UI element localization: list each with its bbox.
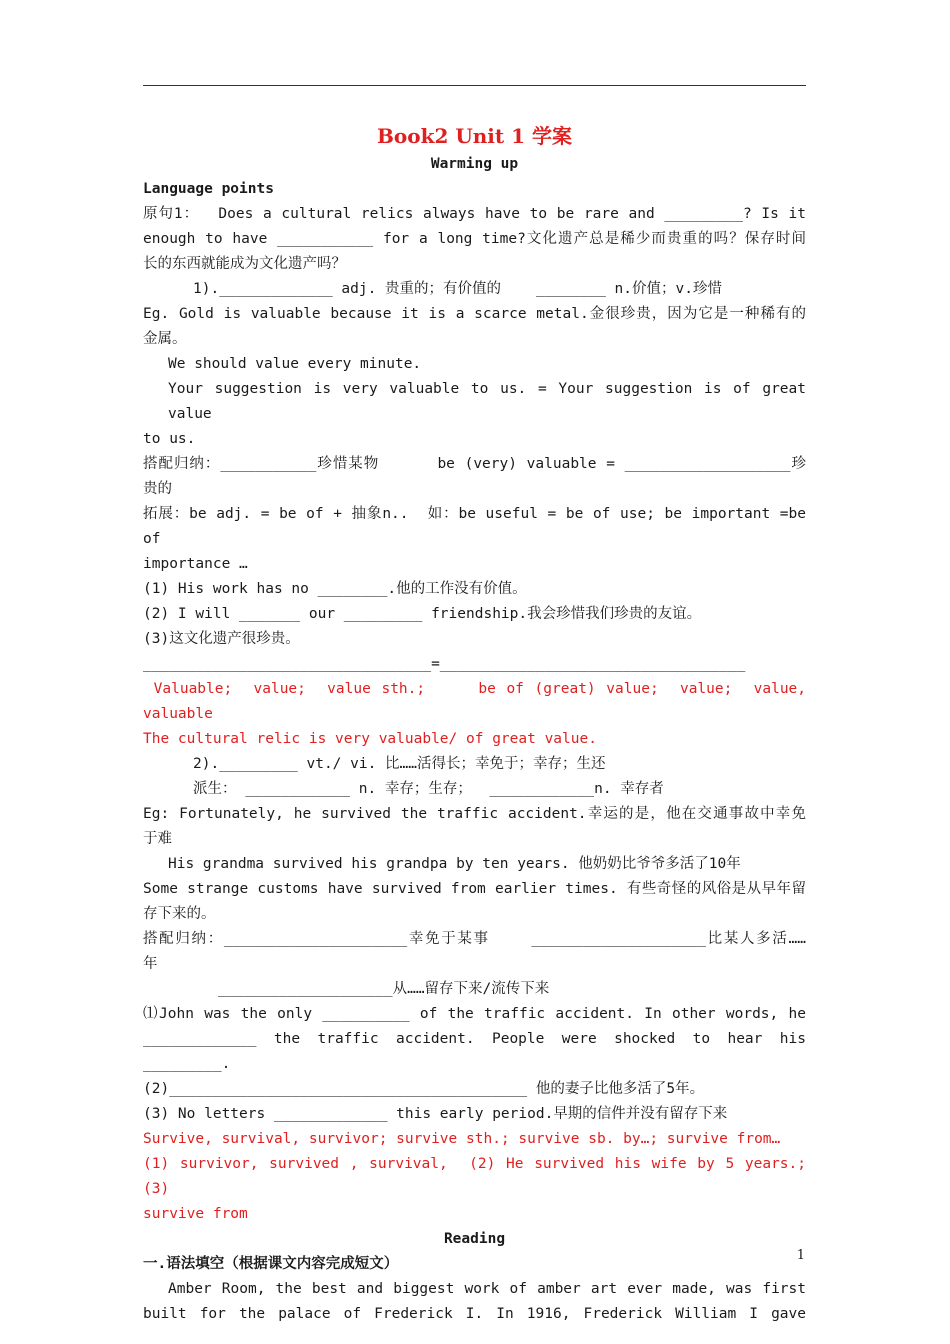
text-line: 贵的 [143,481,172,497]
page-number: 1 [796,1248,805,1263]
text-line: We should value every minute. [168,356,422,372]
text-line: 年 [143,956,158,972]
text-line: (2) I will _______ our _________ friendship.我会珍惜我们珍贵的友谊。 [143,606,702,622]
text-line: 存下来的。 [143,906,216,922]
text-line: to us. [143,431,196,447]
text-line: _________________________________=___________________________________ [143,656,746,672]
text-line: 金属。 [143,331,187,347]
text-line: (1) survivor, survived , survival, (2) He survived his wife by 5 years.; (3) [143,1156,824,1197]
language-points-heading: Language points [143,181,274,197]
text-line: Eg. Gold is valuable because it is a scarce metal.金很珍贵，因为它是一种稀有的 [143,306,806,322]
text-line: Your suggestion is very valuable to us. = Your suggestion is of great value [168,381,815,422]
text-line: survive from [143,1206,248,1222]
top-rule [143,85,806,86]
text-line: 长的东西就能成为文化遗产吗？ [143,256,346,272]
page-title: Book2 Unit 1 学案 [377,124,572,148]
reading-body [143,1277,806,1327]
text-line: 于难 [143,831,172,847]
text-line: valuable [143,706,213,722]
text-line: 1)._____________ adj. 贵重的；有价值的 ________ n.价值；v.珍惜 [193,281,722,297]
text-line: Survive, survival, survivor; survive sth.; survive sb. by…; survive from… [143,1131,781,1147]
document-body [143,120,824,1327]
text-line: 派生： ____________ n. 幸存；生存； ____________n. 幸存者 [193,781,664,797]
text-line: (2)_________________________________________ 他的妻子比他多活了5年。 [143,1081,705,1097]
text-line: Some strange customs have survived from earlier times. 有些奇怪的风俗是从早年留 [143,881,806,897]
reading-exercise-heading: 一.语法填空（根据课文内容完成短文） [143,1256,399,1272]
text-line: 搭配归纳：___________珍惜某物 be (very) valuable = ___________________珍 [143,456,806,472]
text-line: ⑴John was the only __________ of the traffic accident. In other words, he [143,1006,806,1022]
text-line: 拓展：be adj. = be of + 抽象n.. 如：be useful = be of use; be important =be of [143,506,815,547]
text-line: 原句1： Does a cultural relics always have to be rare and _________? Is it [143,206,806,222]
text-line: Valuable; value; value sth.; be of (great) value; value; value, [143,681,807,697]
section-subtitle: Warming up [430,156,519,172]
text-line: (1) His work has no ________.他的工作没有价值。 [143,581,527,597]
text-line: built for the palace of Frederick I. In 1916, Frederick William I gave [143,1306,806,1322]
text-line: (3)这文化遗产很珍贵。 [143,631,300,647]
text-line: Eg: Fortunately, he survived the traffic accident.幸运的是，他在交通事故中幸免 [143,806,806,822]
text-line: _____________ the traffic accident. People were shocked to hear his _________. [143,1031,815,1072]
text-line: ____________________从……留存下来/流传下来 [218,981,550,997]
reading-heading: Reading [443,1231,506,1247]
text-line: 搭配归纳：_____________________幸免于某事 ____________________比某人多活…… [143,931,806,947]
text-line: enough to have ___________ for a long time?文化遗产总是稀少而贵重的吗？保存时间 [143,231,806,247]
text-line: 2)._________ vt./ vi. 比……活得长；幸免于；幸存；生还 [193,756,606,772]
text-line: (3) No letters _____________ this early period.早期的信件并没有留存下来 [143,1106,728,1122]
language-points-body [143,202,824,1227]
text-line: His grandma survived his grandpa by ten years. 他奶奶比爷爷多活了10年 [168,856,741,872]
text-line: Amber Room, the best and biggest work of amber art ever made, was first [168,1281,806,1297]
text-line: The cultural relic is very valuable/ of great value. [143,731,597,747]
text-line: importance … [143,556,248,572]
